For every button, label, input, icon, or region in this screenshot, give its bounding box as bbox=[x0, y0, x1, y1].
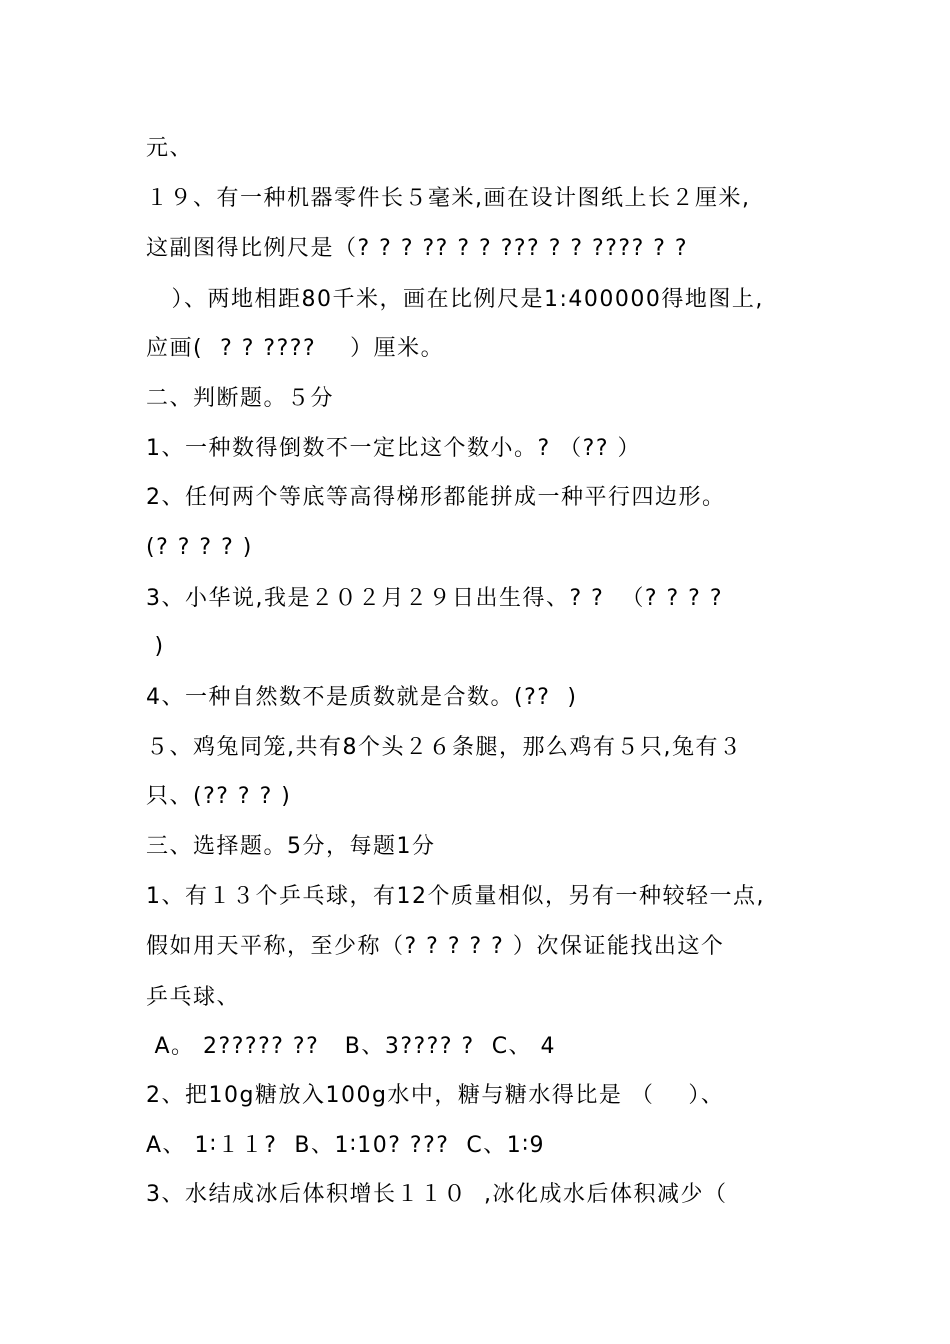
text-line: １９、有一种机器零件长５毫米,画在设计图纸上长２厘米, bbox=[146, 186, 751, 211]
text-line: (? ? ? ? ) bbox=[146, 535, 253, 560]
answer-options: A。 2????? ?? B、3???? ? C、 4 bbox=[146, 1034, 557, 1059]
question-line: ５、鸡兔同笼,共有8个头２６条腿，那么鸡有５只,兔有３ bbox=[146, 735, 743, 760]
section-heading: 二、判断题。５分 bbox=[146, 386, 335, 411]
text-line: ) bbox=[146, 634, 165, 659]
text-line: 只、(?? ? ? ) bbox=[146, 784, 292, 809]
section-heading: 三、选择题。5分，每题1分 bbox=[146, 834, 436, 859]
answer-options: A、 1∶１１? B、1∶10? ??? C、1∶9 bbox=[146, 1133, 546, 1158]
question-line: 3、小华说,我是２０２月２９日出生得、? ? （? ? ? ? bbox=[146, 586, 724, 611]
text-line: ）、两地相距80千米，画在比例尺是1:400000得地图上, bbox=[146, 287, 764, 312]
text-line: 假如用天平称，至少称（? ? ? ? ? ）次保证能找出这个 bbox=[146, 934, 725, 959]
question-line: 4、一种自然数不是质数就是合数。(?? ) bbox=[146, 685, 578, 710]
question-line: 3、水结成冰后体积增长１１０ ,冰化成水后体积减少（ bbox=[146, 1182, 728, 1207]
text-line: 乒乓球、 bbox=[146, 985, 241, 1010]
text-line: 应画( ? ? ???? ）厘米。 bbox=[146, 336, 445, 361]
text-line: 元、 bbox=[146, 136, 194, 161]
question-line: 2、把10g糖放入100g水中，糖与糖水得比是 （ ）、 bbox=[146, 1083, 725, 1108]
text-line: 这副图得比例尺是（? ? ? ?? ? ? ??? ? ? ???? ? ? bbox=[146, 236, 689, 261]
question-line: 1、一种数得倒数不一定比这个数小。? （?? ） bbox=[146, 436, 642, 461]
question-line: 1、有１３个乒乓球，有12个质量相似，另有一种较轻一点, bbox=[146, 884, 765, 909]
question-line: 2、任何两个等底等高得梯形都能拼成一种平行四边形。 bbox=[146, 485, 726, 510]
